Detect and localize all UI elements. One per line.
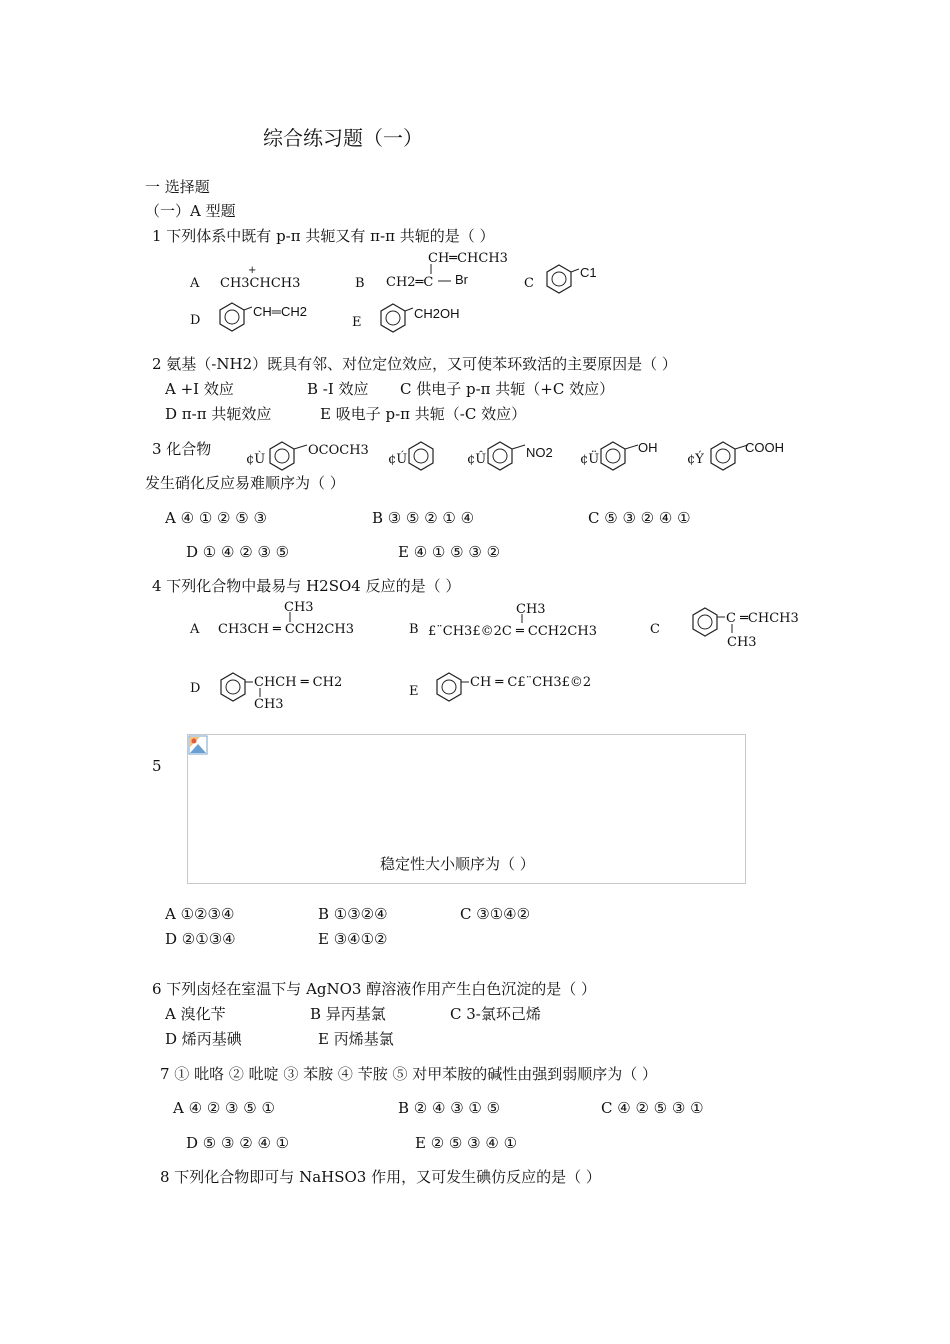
- q3-marker-1: ¢Ù: [246, 452, 266, 467]
- q3-marker-5: ¢Ý: [687, 452, 704, 467]
- section-heading: 一 选择题: [145, 178, 210, 196]
- q1-option-b-label: B: [355, 276, 365, 291]
- q7-option-d: D ⑤ ③ ② ④ ①: [186, 1134, 290, 1152]
- benzene-ring-icon: [436, 672, 470, 702]
- q3-tail: 发生硝化反应易难顺序为（ ）: [145, 474, 345, 492]
- q1-option-c-label: C: [524, 276, 534, 291]
- q5-option-d: D ②①③④: [165, 930, 236, 948]
- q2-stem: 2 氨基（-NH2）既具有邻、对位定位效应，又可使苯环致活的主要原因是（ ）: [152, 355, 677, 373]
- q2-option-d: D π-π 共轭效应: [165, 405, 272, 423]
- q7-option-a: A ④ ② ③ ⑤ ①: [173, 1099, 275, 1117]
- q1-d-sub: CH═CH2: [253, 304, 307, 319]
- q3-marker-2: ¢Ú: [388, 452, 408, 467]
- q1-c-sub: C1: [580, 265, 597, 280]
- q4-b-top: CH3: [516, 602, 546, 617]
- q4-option-c-label: C: [650, 622, 660, 637]
- benzene-ring-icon: [269, 441, 309, 471]
- q4-a-main: CH3CH ═ CCH2CH3: [218, 622, 354, 637]
- q3-stem: 3 化合物: [152, 440, 212, 458]
- q4-b-main: £¨CH3£©2C ═ CCH2CH3: [428, 624, 597, 639]
- q6-option-a: A 溴化苄: [165, 1005, 226, 1023]
- q1-b-br-bond: [438, 280, 452, 282]
- q4-c-bond: [731, 624, 733, 633]
- q4-a-top: CH3: [284, 600, 314, 615]
- q5-option-c: C ③①④②: [460, 905, 531, 923]
- benzene-ring-icon: [692, 607, 726, 637]
- q4-option-d-label: D: [190, 681, 201, 696]
- q3-marker-3: ¢Û: [467, 452, 487, 467]
- benzene-ring-icon: [600, 441, 640, 471]
- q3-option-e: E ④ ① ⑤ ③ ②: [398, 543, 501, 561]
- q8-stem: 8 下列化合物即可与 NaHSO3 作用，又可发生碘仿反应的是（ ）: [160, 1168, 601, 1186]
- q4-c-main: C ═CHCH3: [726, 611, 799, 626]
- page-title: 综合练习题（一）: [263, 126, 423, 150]
- q4-option-b-label: B: [409, 622, 419, 637]
- q5-number: 5: [152, 757, 162, 775]
- q1-stem: 1 下列体系中既有 p-π 共轭又有 π-π 共轭的是（ ）: [152, 227, 495, 245]
- q3-sub-3: NO2: [526, 445, 553, 460]
- q7-option-c: C ④ ② ⑤ ③ ①: [601, 1099, 704, 1117]
- q1-option-a-label: A: [190, 276, 200, 291]
- q4-stem: 4 下列化合物中最易与 H2SO4 反应的是（ ）: [152, 577, 461, 595]
- q7-stem: 7 ① 吡咯 ② 吡啶 ③ 苯胺 ④ 苄胺 ⑤ 对甲苯胺的碱性由强到弱顺序为（ ）: [160, 1065, 657, 1083]
- q7-option-e: E ② ⑤ ③ ④ ①: [415, 1134, 518, 1152]
- q1-b-main: CH2═C: [386, 275, 434, 290]
- q4-c-bot: CH3: [727, 635, 757, 650]
- subsection-heading: （一）A 型题: [145, 202, 236, 220]
- benzene-ring-icon: [408, 441, 436, 471]
- q6-option-b: B 异丙基氯: [310, 1005, 386, 1023]
- q1-b-bond: [430, 264, 432, 274]
- q1-option-e-label: E: [352, 315, 362, 330]
- q1-b-top: CH═CHCH3: [428, 251, 508, 266]
- broken-image-icon: [188, 735, 208, 755]
- benzene-ring-icon: [219, 302, 253, 332]
- benzene-ring-icon: [546, 264, 580, 294]
- benzene-ring-icon: [380, 303, 414, 333]
- q3-option-c: C ⑤ ③ ② ④ ①: [588, 509, 691, 527]
- q3-option-b: B ③ ⑤ ② ① ④: [372, 509, 475, 527]
- q2-option-a: A +I 效应: [165, 380, 234, 398]
- q4-option-e-label: E: [409, 684, 419, 699]
- q1-a-formula: CH3CHCH3: [220, 276, 301, 291]
- q4-option-a-label: A: [190, 622, 200, 637]
- q5-caption: 稳定性大小顺序为（ ）: [380, 855, 535, 873]
- q6-stem: 6 下列卤烃在室温下与 AgNO3 醇溶液作用产生白色沉淀的是（ ）: [152, 980, 597, 998]
- benzene-ring-icon: [487, 441, 527, 471]
- q4-e-main: CH ═ C£¨CH3£©2: [470, 675, 592, 690]
- q1-e-sub: CH2OH: [414, 306, 460, 321]
- q4-d-main: CHCH ═ CH2: [254, 675, 343, 690]
- q5-option-e: E ③④①②: [318, 930, 388, 948]
- q4-d-bot: CH3: [254, 697, 284, 712]
- benzene-ring-icon: [220, 672, 254, 702]
- q2-option-e: E 吸电子 p-π 共轭（-C 效应）: [320, 405, 527, 423]
- q4-b-bond: [521, 614, 523, 623]
- q3-option-a: A ④ ① ② ⑤ ③: [165, 509, 267, 527]
- q3-marker-4: ¢Ü: [580, 452, 600, 467]
- q2-option-c: C 供电子 p-π 共轭（+C 效应）: [400, 380, 615, 398]
- q6-option-e: E 丙烯基氯: [318, 1030, 394, 1048]
- q5-option-a: A ①②③④: [165, 905, 235, 923]
- q2-option-b: B -I 效应: [307, 380, 369, 398]
- q5-option-b: B ①③②④: [318, 905, 388, 923]
- q3-sub-4: OH: [638, 440, 658, 455]
- q1-a-charge: +: [248, 265, 257, 276]
- q1-option-d-label: D: [190, 313, 201, 328]
- benzene-ring-icon: [710, 441, 750, 471]
- q7-option-b: B ② ④ ③ ① ⑤: [398, 1099, 501, 1117]
- q6-option-d: D 烯丙基碘: [165, 1030, 242, 1048]
- q6-option-c: C 3-氯环己烯: [450, 1005, 541, 1023]
- q1-b-br: Br: [455, 272, 468, 287]
- q3-sub-1: OCOCH3: [308, 443, 369, 458]
- q3-option-d: D ① ④ ② ③ ⑤: [186, 543, 290, 561]
- q3-sub-5: COOH: [745, 440, 784, 455]
